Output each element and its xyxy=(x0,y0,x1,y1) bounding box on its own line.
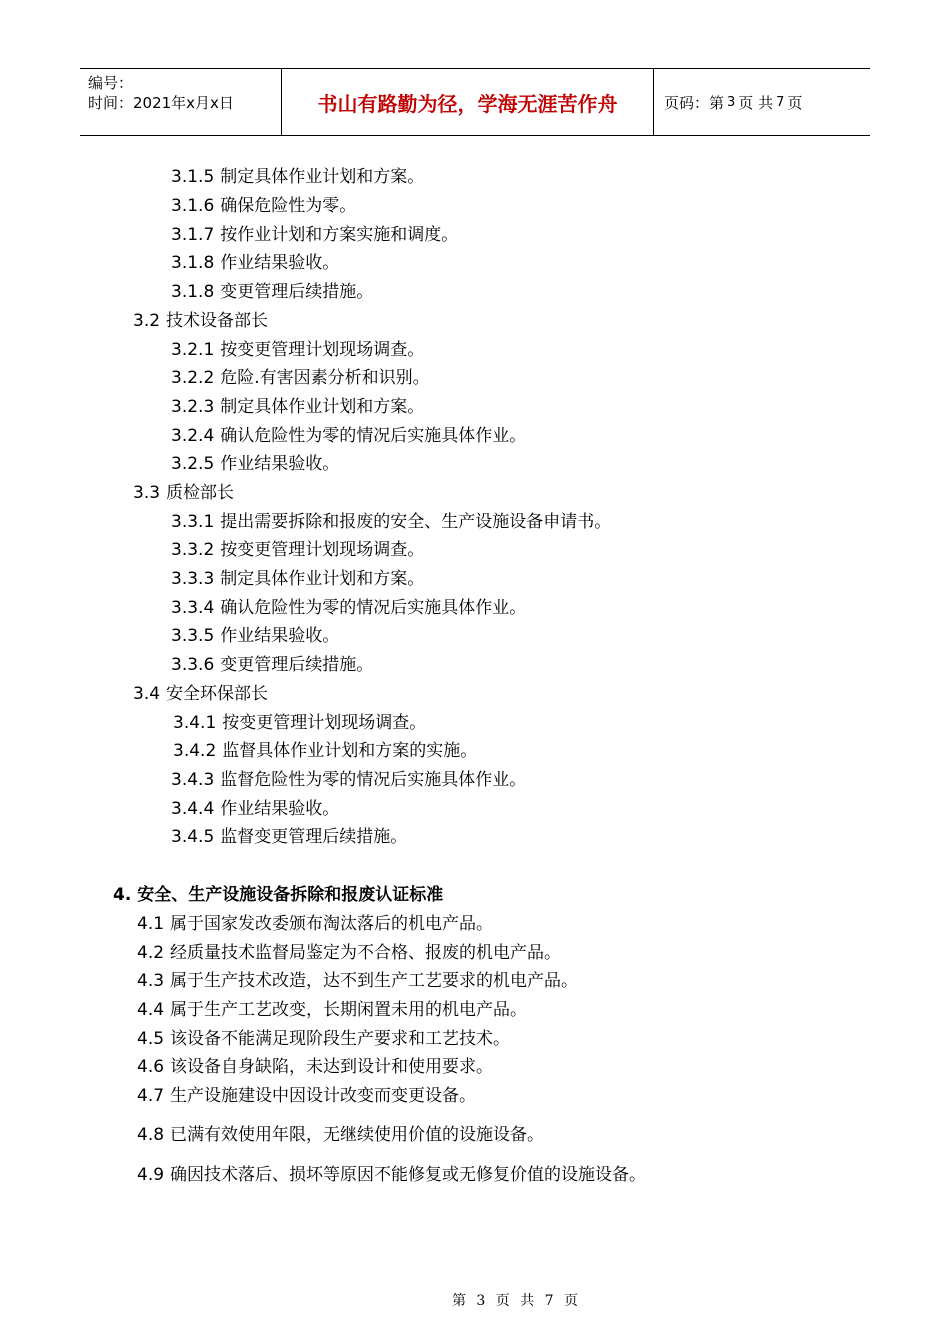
list-item: 3.2.1 按变更管理计划现场调查。 xyxy=(171,340,425,360)
list-item: 3.4.4 作业结果验收。 xyxy=(171,799,340,819)
date-label: 时间：2021年x月x日 xyxy=(88,94,234,112)
list-item: 3.2.3 制定具体作业计划和方案。 xyxy=(171,397,425,417)
list-item: 3.4.2 监督具体作业计划和方案的实施。 xyxy=(173,741,478,761)
list-item: 3.2.4 确认危险性为零的情况后实施具体作业。 xyxy=(171,426,527,446)
number-label: 编号： xyxy=(88,74,134,92)
section-heading: 3.4 安全环保部长 xyxy=(133,684,269,704)
list-item: 4.5 该设备不能满足现阶段生产要求和工艺技术。 xyxy=(137,1029,511,1049)
list-item: 3.4.3 监督危险性为零的情况后实施具体作业。 xyxy=(171,770,527,790)
footer-current-page: 3 xyxy=(476,1293,486,1309)
footer-mid1: 页 xyxy=(495,1293,510,1309)
list-item: 3.1.8 作业结果验收。 xyxy=(171,253,340,273)
list-item: 3.4.5 监督变更管理后续措施。 xyxy=(171,827,408,847)
list-item: 3.1.7 按作业计划和方案实施和调度。 xyxy=(171,225,459,245)
list-item: 3.1.5 制定具体作业计划和方案。 xyxy=(171,167,425,187)
page-suffix: 页 xyxy=(787,93,803,112)
footer-total-pages: 7 xyxy=(544,1293,554,1309)
list-item: 4.3 属于生产技术改造，达不到生产工艺要求的机电产品。 xyxy=(137,971,579,991)
list-item: 3.3.2 按变更管理计划现场调查。 xyxy=(171,540,425,560)
list-item: 4.7 生产设施建设中因设计改变而变更设备。 xyxy=(137,1086,477,1106)
list-item: 4.8 已满有效使用年限，无继续使用价值的设施设备。 xyxy=(137,1125,545,1145)
section-title: 4. 安全、生产设施设备拆除和报废认证标准 xyxy=(113,885,444,905)
footer-mid2: 共 xyxy=(520,1293,535,1309)
list-item: 3.2.5 作业结果验收。 xyxy=(171,454,340,474)
page-mid: 页 共 xyxy=(738,93,774,112)
page-header xyxy=(80,68,870,136)
section-heading: 3.3 质检部长 xyxy=(133,483,235,503)
list-item: 3.3.6 变更管理后续措施。 xyxy=(171,655,374,675)
page-current: 3 xyxy=(727,94,736,110)
list-item: 4.1 属于国家发改委颁布淘汰落后的机电产品。 xyxy=(137,914,494,934)
list-item: 3.3.1 提出需要拆除和报废的安全、生产设施设备申请书。 xyxy=(171,512,612,532)
list-item: 3.2.2 危险.有害因素分析和识别。 xyxy=(171,368,430,388)
list-item: 3.4.1 按变更管理计划现场调查。 xyxy=(173,713,427,733)
footer-suffix: 页 xyxy=(564,1293,579,1309)
list-item: 4.2 经质量技术监督局鉴定为不合格、报废的机电产品。 xyxy=(137,943,562,963)
header-motto: 书山有路勤为径，学海无涯苦作舟 xyxy=(282,69,654,135)
list-item: 3.3.4 确认危险性为零的情况后实施具体作业。 xyxy=(171,598,527,618)
page-footer xyxy=(0,1290,950,1310)
list-item: 3.3.5 作业结果验收。 xyxy=(171,626,340,646)
list-item: 4.9 确因技术落后、损坏等原因不能修复或无修复价值的设施设备。 xyxy=(137,1165,647,1185)
list-item: 3.3.3 制定具体作业计划和方案。 xyxy=(171,569,425,589)
page-total: 7 xyxy=(776,94,785,110)
header-meta xyxy=(80,69,282,135)
page-prefix: 页码：第 xyxy=(664,93,725,112)
list-item: 3.1.6 确保危险性为零。 xyxy=(171,196,357,216)
list-item: 4.4 属于生产工艺改变，长期闲置未用的机电产品。 xyxy=(137,1000,528,1020)
section-heading: 3.2 技术设备部长 xyxy=(133,311,269,331)
header-page-info xyxy=(654,69,870,135)
list-item: 4.6 该设备自身缺陷，未达到设计和使用要求。 xyxy=(137,1057,494,1077)
list-item: 3.1.8 变更管理后续措施。 xyxy=(171,282,374,302)
footer-prefix: 第 xyxy=(451,1293,466,1309)
